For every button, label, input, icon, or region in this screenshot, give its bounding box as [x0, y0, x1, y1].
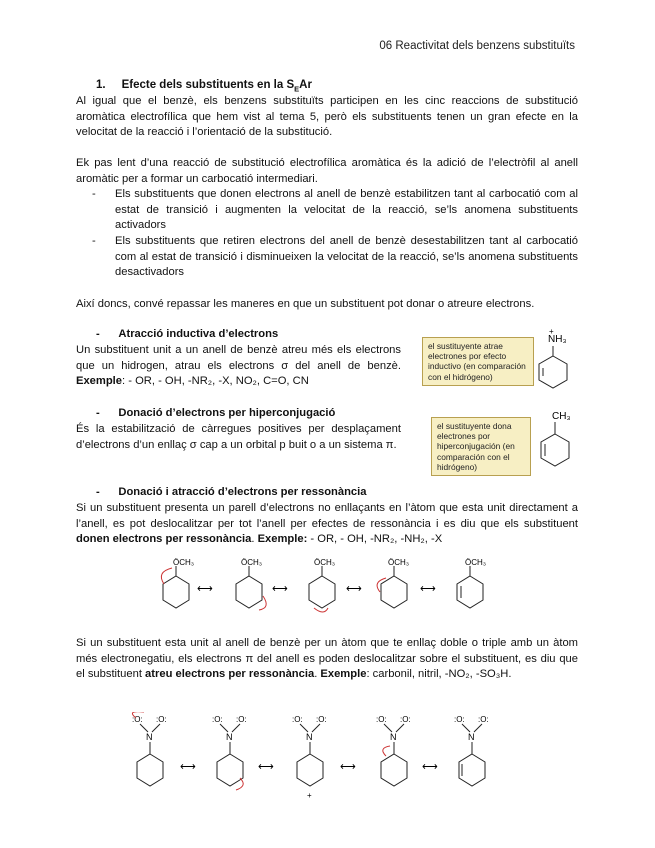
resonance-heading: - Donació i atracció d’electrons per ressonància [96, 486, 367, 498]
svg-text:ÖCH₃: ÖCH₃ [465, 558, 487, 567]
bullet-activators: - Els substituents que donen electrons al anell de benzè estabilitzen tant al carbocatió com al estat de transició i augmenten la velocitat de la reacció, se’ls anomena substituents activadors [92, 188, 578, 232]
inductive-heading: - Atracció inductiva d’electrons [96, 328, 279, 340]
svg-text:N: N [468, 732, 475, 742]
ch3-label: CH₃ [552, 411, 571, 422]
intro-paragraph: Al igual que el benzè, els benzens substituïts participen en les cinc reaccions de substitució aromàtica electrofílica que hem vist al tema 5, però els substituents tenen un gran efecte en la velocitat de la reacció i l’orientació de la substitució. [76, 95, 578, 139]
slow-step-paragraph: Ek pas lent d’una reacció de substitució electrofílica aromàtica és la adició de l’electròfil al anell aromàtic per a formar un carbocatió intermediari. [76, 157, 578, 185]
svg-text:N: N [226, 732, 233, 742]
svg-text:ÖCH₃: ÖCH₃ [388, 558, 410, 567]
svg-text::O:: :O: [454, 715, 465, 724]
svg-text:⟷: ⟷ [272, 583, 288, 595]
svg-text:ÖCH₃: ÖCH₃ [173, 558, 195, 567]
nh3-label: NH₃ [548, 334, 567, 345]
svg-text::O:: :O: [236, 715, 247, 724]
svg-text::O:: :O: [316, 715, 327, 724]
svg-text:ÖCH₃: ÖCH₃ [314, 558, 336, 567]
svg-text:+: + [307, 791, 312, 800]
svg-text:⟷: ⟷ [258, 761, 274, 773]
svg-text:N: N [306, 732, 313, 742]
nitrobenzene-resonance-structures [118, 712, 518, 804]
svg-text:N: N [146, 732, 153, 742]
svg-text:⟷: ⟷ [340, 761, 356, 773]
svg-text::O:: :O: [478, 715, 489, 724]
hyperconj-heading: - Donació d’electrons per hiperconjugació [96, 407, 336, 419]
hyperconj-note: el sustituyente dona electrones por hiperconjugación (en comparación con el hidrógeno) [431, 417, 531, 476]
page-header: 06 Reactivitat dels benzens substituïts [379, 40, 575, 52]
inductive-text: Un substituent unit a un anell de benzè atreu més els electrons que un hidrogen, atrau els electrons σ del anell de benzè. Exemple: - OR, - OH, -NR₂, -X, NO₂, C=O, CN [76, 344, 401, 388]
svg-text::O:: :O: [132, 715, 143, 724]
summary-paragraph: Així doncs, convé repassar les maneres en que un substituent pot donar o atreure electrons. [76, 298, 535, 310]
svg-text:⟷: ⟷ [346, 583, 362, 595]
svg-text:N: N [390, 732, 397, 742]
svg-text:⟷: ⟷ [180, 761, 196, 773]
svg-text:⟷: ⟷ [422, 761, 438, 773]
svg-text:⟷: ⟷ [197, 583, 213, 595]
svg-text:+: + [549, 327, 554, 336]
inductive-note: el sustituyente atrae electrones por efecto inductivo (en comparación con el hidrógeno) [422, 337, 534, 386]
svg-text:ÖCH₃: ÖCH₃ [241, 558, 263, 567]
svg-text::O:: :O: [400, 715, 411, 724]
svg-text::O:: :O: [292, 715, 303, 724]
resonance-donor-text: Si un substituent presenta un parell d’electrons no enllaçants en l’àtom que esta unit directament a l’anell, es pot deslocalitzar per tot l’anell per efectes de ressonància i es diu que els substituent donen electrons per ressonància. Exemple: - OR, - OH, -NR₂, -NH₂, -X [76, 502, 578, 546]
toluene-structure [528, 404, 586, 470]
anilinium-structure [526, 326, 584, 392]
section-title: 1. Efecte dels substituents en la $S_EAr$ [96, 79, 312, 94]
bullet-deactivators: - Els substituents que retiren electrons del anell de benzè desestabilitzen tant al carbocatió com al estat de transició i disminueixen la velocitat de la reacció, se’ls anomena substituents desactivadors [92, 235, 578, 279]
svg-text::O:: :O: [156, 715, 167, 724]
svg-text:⟷: ⟷ [420, 583, 436, 595]
hyperconj-text: És la estabilització de càrregues positives per desplaçament d’electrons d’un enllaç σ cap a un orbital p buit o a un sistema π. [76, 423, 401, 451]
anisole-resonance-structures [140, 556, 520, 618]
resonance-acceptor-text: Si un substituent esta unit al anell de benzè per un àtom que te enllaç doble o triple amb un àtom més electronegatiu, els electrons π del anell es poden deslocalitzar sobre el substituent, es diu que el substituent atreu electrons per ressonància. Exemple: carbonil, nitril, -NO₂, -SO₃H. [76, 637, 578, 681]
svg-text::O:: :O: [376, 715, 387, 724]
svg-text::O:: :O: [212, 715, 223, 724]
